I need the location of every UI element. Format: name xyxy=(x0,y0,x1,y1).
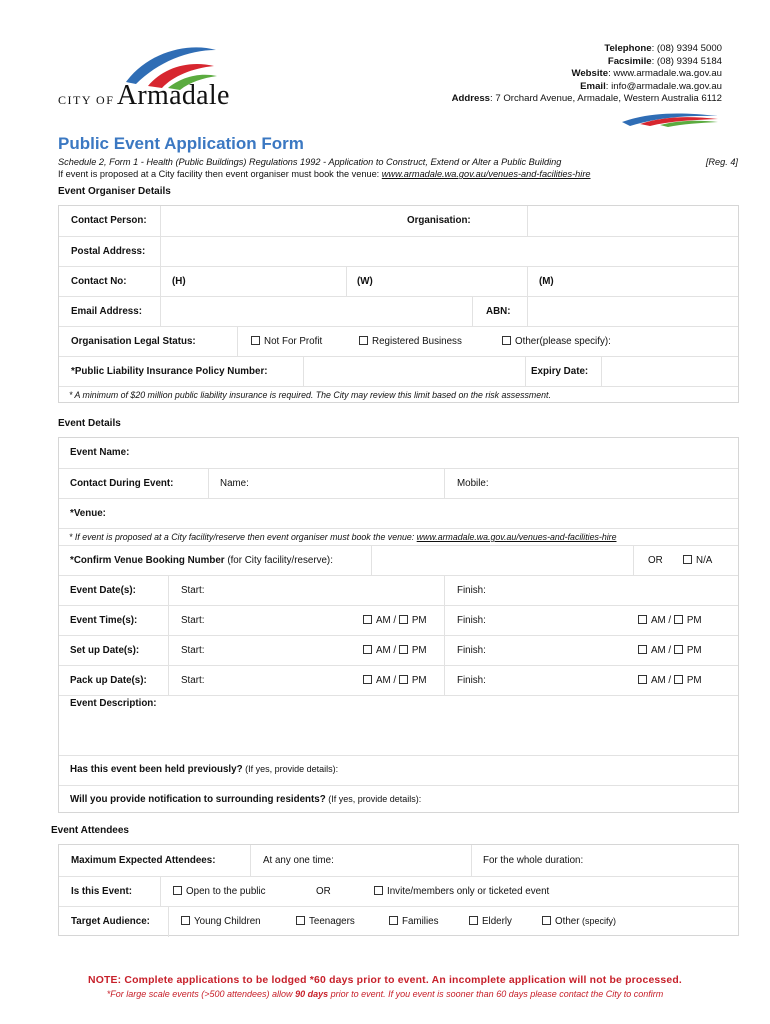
expiry-date-input[interactable] xyxy=(602,357,738,387)
email[interactable]: : info@armadale.wa.gov.au xyxy=(605,80,722,92)
organiser-heading: Event Organiser Details xyxy=(58,186,171,197)
event-table xyxy=(58,437,739,813)
notification-field[interactable]: Will you provide notification to surrounding residents? (If yes, provide details): xyxy=(70,794,422,805)
event-name-input[interactable] xyxy=(149,438,738,468)
checkbox-icon xyxy=(251,336,260,345)
row-max-attendees: Maximum Expected Attendees: At any one time: For the whole duration: xyxy=(59,845,738,876)
checkbox-icon xyxy=(374,886,383,895)
venue-input[interactable] xyxy=(119,499,738,529)
checkbox-icon xyxy=(389,916,398,925)
row-postal-address: Postal Address: xyxy=(59,236,738,267)
checkbox-icon xyxy=(683,555,692,564)
venue-hire-link[interactable]: www.armadale.wa.gov.au/venues-and-facilities-hire xyxy=(416,532,617,542)
regulation-ref: [Reg. 4] xyxy=(705,157,738,167)
or-label: OR xyxy=(648,555,663,566)
attendees-heading: Event Attendees xyxy=(51,825,129,836)
setup-finish-ampm-checkbox[interactable]: AM / PM xyxy=(638,645,702,656)
teenagers-checkbox[interactable]: Teenagers xyxy=(296,916,355,927)
packup-finish-ampm-checkbox[interactable]: AM / PM xyxy=(638,675,702,686)
event-date-finish[interactable]: Finish: xyxy=(457,585,486,596)
row-event-times: Event Time(s): Start: AM / PM Finish: AM / PM xyxy=(59,605,738,636)
event-date-start[interactable]: Start: xyxy=(181,585,205,596)
booking-number-input[interactable] xyxy=(372,546,632,576)
checkbox-icon xyxy=(399,675,408,684)
not-for-profit-checkbox[interactable]: Not For Profit xyxy=(251,336,322,347)
organiser-table xyxy=(58,205,739,403)
insurance-policy-input[interactable] xyxy=(304,357,524,387)
checkbox-icon xyxy=(674,675,683,684)
row-legal-status: Organisation Legal Status: Not For Profit Registered Business Other(please specify): xyxy=(59,326,738,357)
families-checkbox[interactable]: Families xyxy=(389,916,438,927)
setup-start[interactable]: Start: xyxy=(181,645,205,656)
event-heading: Event Details xyxy=(58,418,121,429)
contact-name-input[interactable]: Name: xyxy=(220,478,249,489)
address: : 7 Orchard Avenue, Armadale, Western Australia 6112 xyxy=(490,93,722,105)
checkbox-icon xyxy=(173,886,182,895)
checkbox-icon xyxy=(674,615,683,624)
contact-mobile-input[interactable]: Mobile: xyxy=(457,478,489,489)
venue-link[interactable]: www.armadale.wa.gov.au/venues-and-facilities-hire xyxy=(381,169,591,179)
checkbox-icon xyxy=(399,615,408,624)
telephone: : (08) 9394 5000 xyxy=(651,43,722,54)
checkbox-icon xyxy=(399,645,408,654)
elderly-checkbox[interactable]: Elderly xyxy=(469,916,512,927)
held-previously-field[interactable]: Has this event been held previously? (If yes, provide details): xyxy=(70,764,339,775)
facsimile: : (08) 9394 5184 xyxy=(651,55,722,67)
or-label: OR xyxy=(316,886,331,897)
row-target-audience: Target Audience: Young Children Teenagers Families Elderly Other (specify) xyxy=(59,906,738,937)
row-contact-during: Contact During Event: Name: Mobile: xyxy=(59,468,738,499)
description-input[interactable] xyxy=(59,710,738,756)
row-email: Email Address: ABN: xyxy=(59,296,738,327)
row-venue-note: * If event is proposed at a City facility/reserve then event organiser must book the venue: www.armadale.wa.gov.au/venues-and-facilities-hire xyxy=(59,528,738,546)
other-status-checkbox[interactable]: Other(please specify): xyxy=(502,336,611,347)
large-event-note: *For large scale events (>500 attendees) allow 90 days prior to event. If you event is sooner than 60 days please contact the City to confirm xyxy=(106,989,664,999)
checkbox-icon xyxy=(638,615,647,624)
abn-input[interactable] xyxy=(528,297,738,327)
checkbox-icon xyxy=(674,645,683,654)
any-one-time-input[interactable]: At any one time: xyxy=(263,855,334,866)
phone-home-input[interactable]: (H) xyxy=(172,276,186,287)
row-packup-dates: Pack up Date(s): Start: AM / PM Finish: AM / PM xyxy=(59,665,738,696)
venue-notice: If event is proposed at a City facility then event organiser must book the venue: www.armadale.wa.gov.au/venues-and-facilities-hire xyxy=(58,169,591,179)
other-audience-checkbox[interactable]: Other (specify) xyxy=(542,916,616,927)
checkbox-icon xyxy=(363,645,372,654)
checkbox-icon xyxy=(502,336,511,345)
row-setup-dates: Set up Date(s): Start: AM / PM Finish: AM / PM xyxy=(59,635,738,666)
event-time-start[interactable]: Start: xyxy=(181,615,205,626)
checkbox-icon xyxy=(363,615,372,624)
row-contact-person: Contact Person: Organisation: xyxy=(59,206,738,236)
city-logo-text xyxy=(58,80,230,112)
row-confirm-booking: *Confirm Venue Booking Number (for City facility/reserve): OR N/A xyxy=(59,545,738,576)
checkbox-icon xyxy=(638,675,647,684)
setup-finish[interactable]: Finish: xyxy=(457,645,486,656)
row-held-previously xyxy=(59,755,738,786)
checkbox-icon xyxy=(638,645,647,654)
checkbox-icon xyxy=(363,675,372,684)
checkbox-icon xyxy=(359,336,368,345)
row-venue: *Venue: xyxy=(59,498,738,529)
row-insurance: *Public Liability Insurance Policy Number: Expiry Date: xyxy=(59,356,738,387)
website[interactable]: : www.armadale.wa.gov.au xyxy=(608,68,722,80)
checkbox-icon xyxy=(542,916,551,925)
packup-finish[interactable]: Finish: xyxy=(457,675,486,686)
contact-block: Telephone: (08) 9394 5000 Facsimile: (08) 9394 5184 Website: www.armadale.wa.gov.au Email: info@armadale.wa.gov.au Address: 7 Orchard Avenue, Armadale, Western Australia 6112 xyxy=(451,43,722,105)
row-description: Event Description: xyxy=(59,695,738,756)
packup-start-ampm-checkbox[interactable]: AM / PM xyxy=(363,675,427,686)
row-event-type: Is this Event: Open to the public OR Invite/members only or ticketed event xyxy=(59,876,738,907)
phone-mobile-input[interactable]: (M) xyxy=(539,276,554,287)
swoosh-graphic xyxy=(620,110,720,128)
row-notification xyxy=(59,785,738,815)
young-children-checkbox[interactable]: Young Children xyxy=(181,916,261,927)
subtitle: Schedule 2, Form 1 - Health (Public Buildings) Regulations 1992 - Application to Construct, Extend or Alter a Public Building xyxy=(58,157,562,167)
checkbox-icon xyxy=(181,916,190,925)
registered-business-checkbox[interactable]: Registered Business xyxy=(359,336,462,347)
row-insurance-note: * A minimum of $20 million public liability insurance is required. The City may review this limit based on the risk assessment. xyxy=(59,386,738,404)
attendees-table xyxy=(58,844,739,936)
postal-address-input[interactable] xyxy=(161,237,738,267)
lodgement-note: NOTE: Complete applications to be lodged *60 days prior to event. An incomplete application will not be processed. xyxy=(88,975,682,986)
logo-city-of: CITY OF xyxy=(58,93,115,107)
organisation-input[interactable] xyxy=(528,206,738,236)
checkbox-icon xyxy=(296,916,305,925)
setup-start-ampm-checkbox[interactable]: AM / PM xyxy=(363,645,427,656)
row-contact-no: Contact No: (H) (W) (M) xyxy=(59,266,738,297)
logo-name: Armadale xyxy=(116,80,230,111)
contact-person-input[interactable] xyxy=(161,206,401,236)
row-event-name: Event Name: xyxy=(59,438,738,468)
packup-start[interactable]: Start: xyxy=(181,675,205,686)
open-public-checkbox[interactable]: Open to the public xyxy=(173,886,266,897)
email-input[interactable] xyxy=(161,297,471,327)
page-title: Public Event Application Form xyxy=(58,134,304,153)
start-ampm-checkbox[interactable]: AM / PM xyxy=(363,615,427,626)
finish-ampm-checkbox[interactable]: AM / PM xyxy=(638,615,702,626)
invite-checkbox[interactable]: Invite/members only or ticketed event xyxy=(374,886,549,897)
na-checkbox[interactable]: N/A xyxy=(683,555,712,566)
checkbox-icon xyxy=(469,916,478,925)
phone-work-input[interactable]: (W) xyxy=(357,276,373,287)
event-time-finish[interactable]: Finish: xyxy=(457,615,486,626)
row-event-dates: Event Date(s): Start: Finish: xyxy=(59,575,738,606)
whole-duration-input[interactable]: For the whole duration: xyxy=(483,855,584,866)
